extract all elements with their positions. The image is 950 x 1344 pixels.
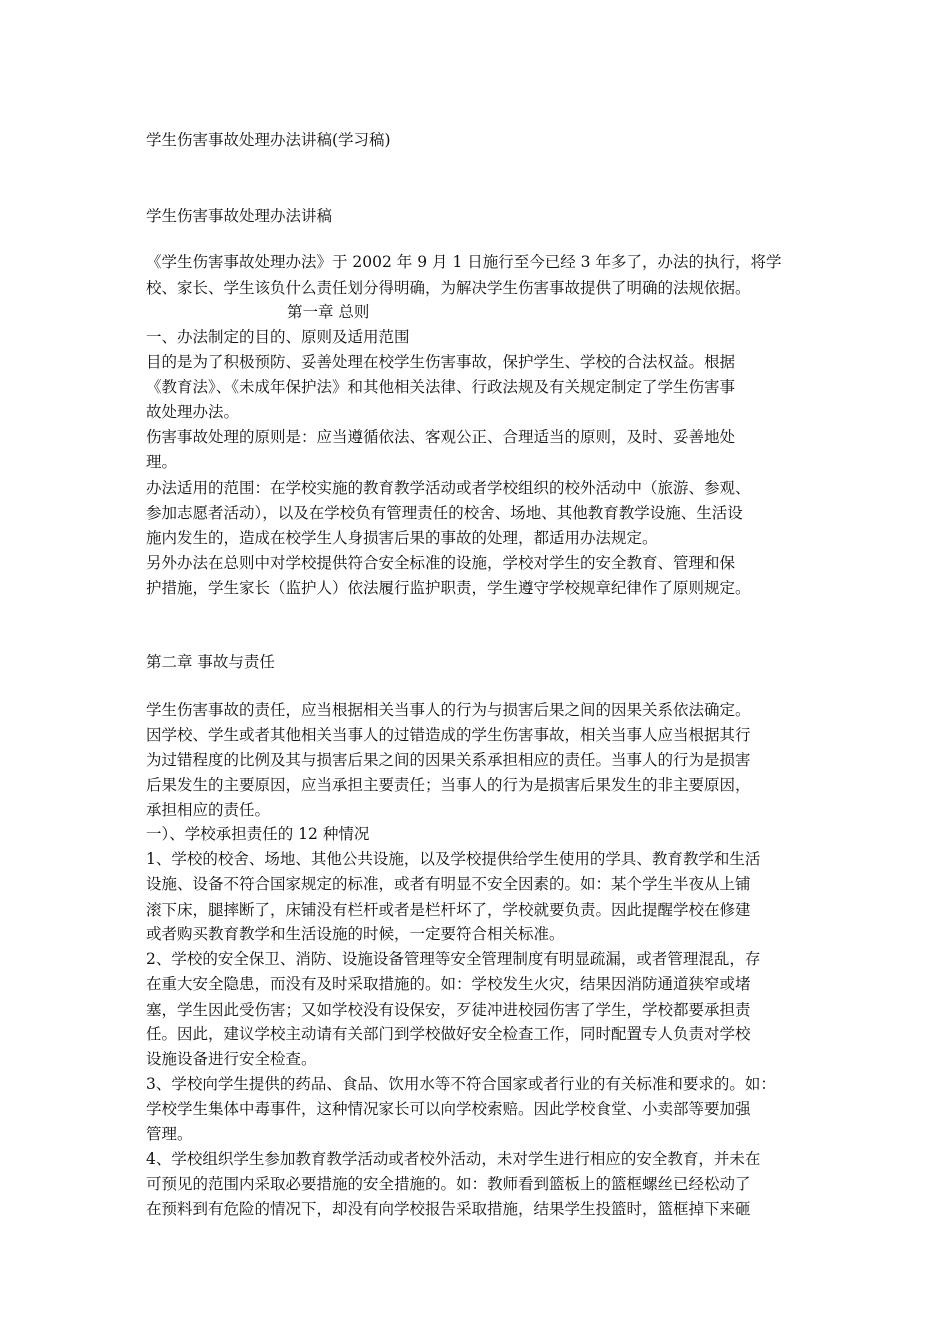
chapter1-line: 《教育法》、《未成年保护法》和其他相关法律、行政法规及有关规定制定了学生伤害事: [146, 378, 736, 396]
chapter2-heading: 第二章 事故与责任: [146, 653, 275, 671]
chapter2-line: 2、学校的安全保卫、消防、设施设备管理等安全管理制度有明显疏漏，或者管理混乱，存: [146, 950, 761, 968]
chapter1-line: 另外办法在总则中对学校提供符合安全标准的设施，学校对学生的安全教育、管理和保: [146, 554, 736, 572]
intro-line: 《学生伤害事故处理办法》于 2002 年 9 月 1 日施行至今已经 3 年多了，办法的执行，将学: [146, 253, 782, 271]
chapter2-line: 滚下床，腿摔断了，床铺没有栏杆或者是栏杆坏了，学校就要负责。因此提醒学校在修建: [146, 901, 751, 919]
chapter2-line: 可预见的范围内采取必要措施的安全措施的。如：教师看到篮板上的篮框螺丝已经松动了: [146, 1175, 751, 1193]
chapter1-line: 一、办法制定的目的、原则及适用范围: [146, 328, 410, 346]
chapter2-line: 学生伤害事故的责任，应当根据相关当事人的行为与损害后果之间的因果关系依法确定。: [146, 701, 751, 719]
chapter1-line: 目的是为了积极预防、妥善处理在校学生伤害事故，保护学生、学校的合法权益。根据: [146, 353, 736, 371]
chapter1-line: 伤害事故处理的原则是：应当遵循依法、客观公正、合理适当的原则，及时、妥善地处: [146, 428, 736, 446]
intro-line: 校、家长、学生该负什么责任划分得明确，为解决学生伤害事故提供了明确的法规依据。: [146, 279, 751, 297]
document-subtitle: 学生伤害事故处理办法讲稿: [146, 207, 333, 225]
chapter2-line: 为过错程度的比例及其与损害后果之间的因果关系承担相应的责任。当事人的行为是损害: [146, 751, 751, 769]
chapter2-line: 1、学校的校舍、场地、其他公共设施，以及学校提供给学生使用的学具、教育教学和生活: [146, 850, 761, 868]
chapter2-line: 在重大安全隐患，而没有及时采取措施的。如：学校发生火灾，结果因消防通道狭窄或堵: [146, 975, 751, 993]
chapter2-line: 设施设备进行安全检查。: [146, 1050, 317, 1068]
chapter2-line: 任。因此，建议学校主动请有关部门到学校做好安全检查工作，同时配置专人负责对学校: [146, 1025, 751, 1043]
chapter1-line: 参加志愿者活动），以及在学校负有管理责任的校舍、场地、其他教育教学设施、生活设: [146, 504, 743, 522]
chapter2-line: 管理。: [146, 1125, 193, 1143]
chapter2-line: 在预料到有危险的情况下，却没有向学校报告采取措施，结果学生投篮时，篮框掉下来砸: [146, 1200, 751, 1218]
chapter1-line: 故处理办法。: [146, 403, 240, 421]
chapter2-line: 一）、学校承担责任的 12 种情况: [146, 825, 370, 843]
chapter2-line: 因学校、学生或者其他相关当事人的过错造成的学生伤害事故，相关当事人应当根据其行: [146, 726, 751, 744]
chapter2-line: 承担相应的责任。: [146, 801, 271, 819]
chapter2-line: 设施、设备不符合国家规定的标准，或者有明显不安全因素的。如：某个学生半夜从上铺: [146, 875, 751, 893]
document-title: 学生伤害事故处理办法讲稿(学习稿): [146, 131, 391, 149]
chapter2-line: 4、学校组织学生参加教育教学活动或者校外活动，未对学生进行相应的安全教育，并未在: [146, 1150, 761, 1168]
chapter1-line: 理。: [146, 453, 178, 471]
chapter1-heading: 第一章 总则: [287, 303, 370, 321]
chapter1-line: 施内发生的，造成在校学生人身损害后果的事故的处理，都适用办法规定。: [146, 529, 658, 547]
chapter2-line: 后果发生的主要原因，应当承担主要责任；当事人的行为是损害后果发生的非主要原因，: [146, 776, 751, 794]
chapter1-line: 护措施，学生家长（监护人）依法履行监护职责，学生遵守学校规章纪律作了原则规定。: [146, 579, 751, 597]
chapter2-line: 学校学生集体中毒事件，这种情况家长可以向学校索赔。因此学校食堂、小卖部等要加强: [146, 1100, 751, 1118]
chapter2-line: 塞，学生因此受伤害；又如学校没有设保安，歹徒冲进校园伤害了学生，学校都要承担责: [146, 1001, 751, 1019]
chapter1-line: 办法适用的范围：在学校实施的教育教学活动或者学校组织的校外活动中（旅游、参观、: [146, 479, 751, 497]
chapter2-line: 或者购买教育教学和生活设施的时候，一定要符合相关标准。: [146, 925, 565, 943]
chapter2-line: 3、学校向学生提供的药品、食品、饮用水等不符合国家或者行业的有关标准和要求的。如：: [146, 1075, 776, 1093]
